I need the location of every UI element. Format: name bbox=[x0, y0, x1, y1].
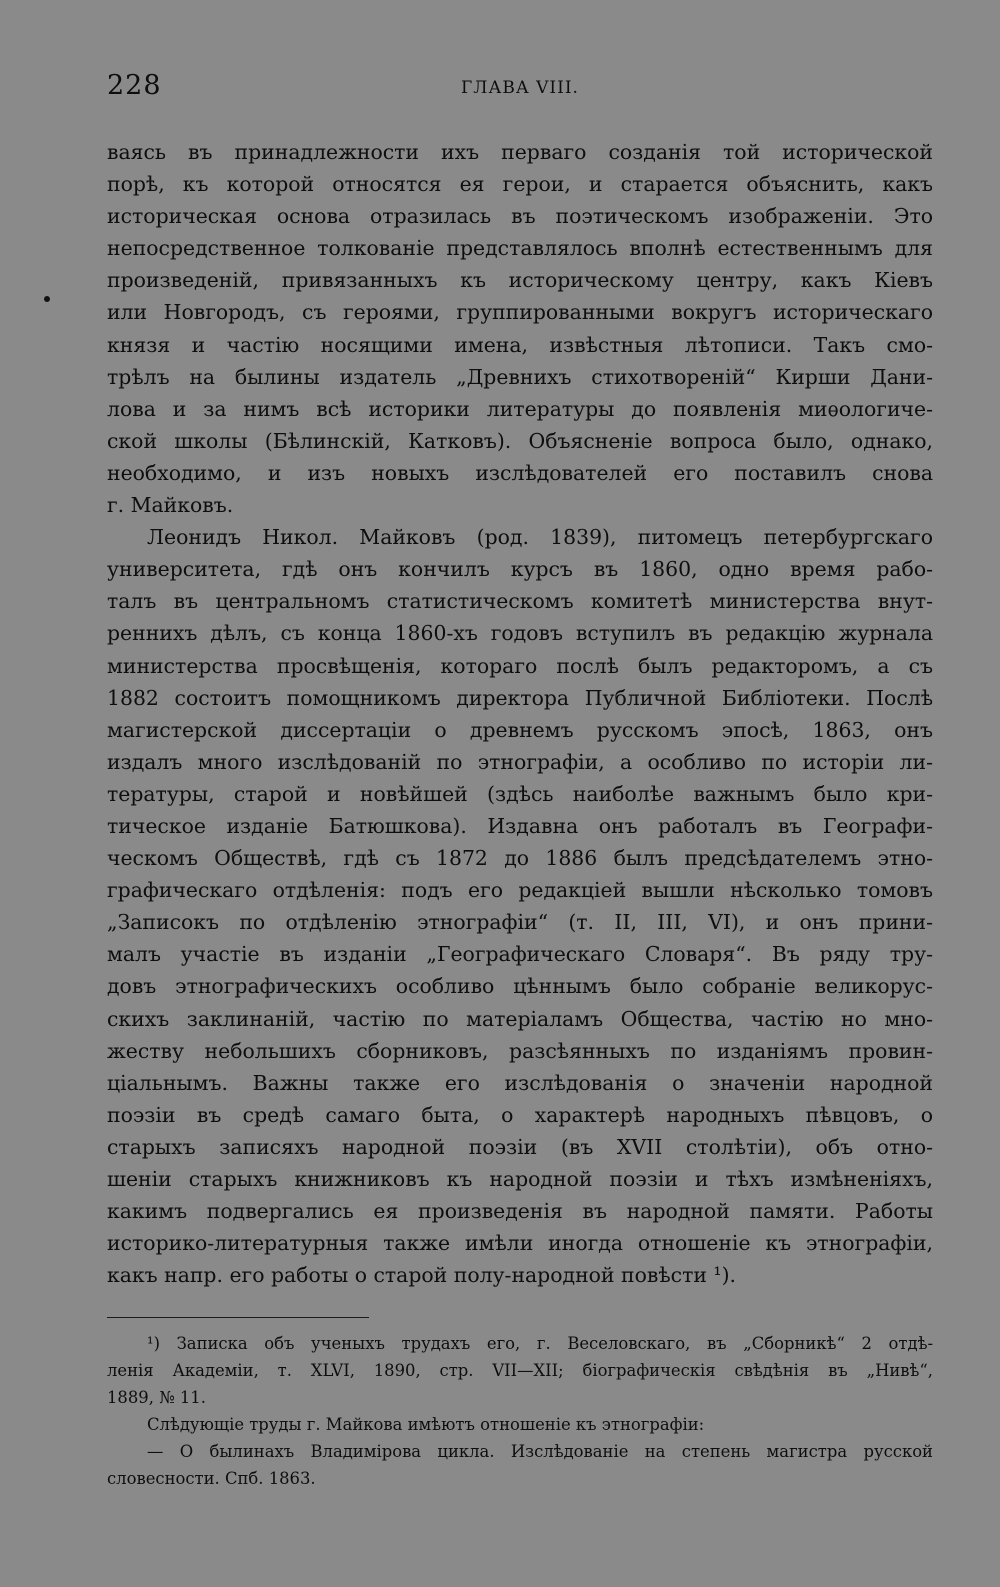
stray-ink-mark bbox=[44, 296, 50, 302]
footnote-divider bbox=[107, 1317, 369, 1318]
footnote-line: 1889, № 11. bbox=[107, 1388, 206, 1408]
text-line: произведеній, привязанныхъ къ историческому центру, какъ Кіевъ bbox=[107, 268, 933, 293]
text-line: необходимо, и изъ новыхъ изслѣдователей его поставилъ снова bbox=[107, 460, 933, 485]
text-line: „Записокъ по отдѣленію этнографіи“ (т. II, III, VI), и онъ прини- bbox=[107, 910, 933, 935]
text-line: университета, гдѣ онъ кончилъ курсъ въ 1860, одно время рабо- bbox=[107, 557, 933, 582]
footnote-line: ¹) Записка объ ученыхъ трудахъ его, г. Веселовскаго, въ „Сборникѣ“ 2 отдѣ- bbox=[147, 1334, 933, 1354]
footnote-line: ленія Академіи, т. XLVI, 1890, стр. VII—XII; біографическія свѣдѣнія въ „Нивѣ“, bbox=[107, 1361, 933, 1381]
footnote-line: Слѣдующіе труды г. Майкова имѣютъ отношеніе къ этнографіи: bbox=[147, 1415, 705, 1435]
text-line: Леонидъ Никол. Майковъ (род. 1839), питомецъ петербургскаго bbox=[147, 525, 933, 550]
text-line: порѣ, къ которой относятся ея герои, и старается объяснить, какъ bbox=[107, 172, 933, 197]
text-line: министерства просвѣщенія, котораго послѣ былъ редакторомъ, а съ bbox=[107, 653, 933, 678]
text-line: историко-литературныя также имѣли иногда отношеніе къ этнографіи, bbox=[107, 1231, 933, 1256]
text-line: старыхъ записяхъ народной поэзіи (въ XVII столѣтіи), объ отно- bbox=[107, 1134, 933, 1159]
text-line: тературы, старой и новѣйшей (здѣсь наиболѣе важнымъ было кри- bbox=[107, 781, 933, 806]
main-text bbox=[107, 136, 933, 1291]
footnote-line: словесности. Спб. 1863. bbox=[107, 1469, 316, 1489]
text-line: скихъ заклинаній, частію по матеріаламъ Общества, частію но мно- bbox=[107, 1006, 933, 1031]
text-line: ской школы (Бѣлинскій, Катковъ). Объясненіе вопроса было, однако, bbox=[107, 428, 933, 453]
text-line: ваясь въ принадлежности ихъ перваго созданія той исторической bbox=[107, 140, 933, 164]
text-line: магистерской диссертаціи о древнемъ русскомъ эпосѣ, 1863, онъ bbox=[107, 717, 933, 742]
text-line: ческомъ Обществѣ, гдѣ съ 1872 до 1886 былъ предсѣдателемъ этно- bbox=[107, 846, 933, 871]
text-line: лова и за нимъ всѣ историки литературы до появленія миѳологиче- bbox=[107, 396, 933, 421]
text-line: малъ участіе въ изданіи „Географическаго Словаря“. Въ ряду тру- bbox=[107, 942, 933, 967]
text-line: довъ этнографическихъ особливо цѣннымъ было собраніе великорус- bbox=[107, 974, 933, 999]
footnote-line: — О былинахъ Владиміровa цикла. Изслѣдованіе на степень магистра русской bbox=[147, 1442, 933, 1462]
text-line: ціальнымъ. Важны также его изслѣдованія о значеніи народной bbox=[107, 1070, 933, 1095]
text-line: издалъ много изслѣдованій по этнографіи, а особливо по исторіи ли- bbox=[107, 749, 933, 774]
text-line: историческая основа отразилась въ поэтическомъ изображеніи. Это bbox=[107, 204, 933, 229]
text-line: какъ напр. его работы о старой полу-народной повѣсти ¹). bbox=[107, 1263, 737, 1288]
text-line: тическое изданіе Батюшкова). Издавна онъ работалъ въ Географи- bbox=[107, 813, 933, 838]
text-line: князя и частію носящими имена, извѣстныя лѣтописи. Такъ смо- bbox=[107, 332, 933, 357]
text-line: г. Майковъ. bbox=[107, 493, 234, 518]
text-line: или Новгородъ, съ героями, группированными вокругъ историческаго bbox=[107, 300, 933, 325]
text-line: поэзіи въ средѣ самаго быта, о характерѣ народныхъ пѣвцовъ, о bbox=[107, 1102, 933, 1127]
footnotes bbox=[107, 1330, 933, 1492]
text-line: трѣлъ на былины издатель „Древнихъ стихотвореній“ Кирши Дани- bbox=[107, 364, 933, 389]
page-number: 228 bbox=[107, 70, 162, 101]
text-line: графическаго отдѣленія: подъ его редакціей вышли нѣсколько томовъ bbox=[107, 878, 933, 903]
text-line: жеству небольшихъ сборниковъ, разсѣянныхъ по изданіямъ провин- bbox=[107, 1038, 933, 1063]
book-page bbox=[107, 70, 933, 1492]
page-header bbox=[107, 70, 933, 110]
running-title: ГЛАВА VIII. bbox=[461, 78, 579, 98]
text-line: талъ въ центральномъ статистическомъ комитетѣ министерства внут- bbox=[107, 589, 933, 614]
text-line: непосредственное толкованіе представлялось вполнѣ естественнымъ для bbox=[107, 236, 933, 261]
text-line: шеніи старыхъ книжниковъ къ народной поэзіи и тѣхъ измѣненіяхъ, bbox=[107, 1167, 933, 1191]
text-line: какимъ подвергались ея произведенія въ народной памяти. Работы bbox=[107, 1199, 933, 1224]
text-line: 1882 состоитъ помощникомъ директора Публичной Библіотеки. Послѣ bbox=[107, 685, 933, 710]
text-line: реннихъ дѣлъ, съ конца 1860-хъ годовъ вступилъ въ редакцію журнала bbox=[107, 621, 933, 646]
